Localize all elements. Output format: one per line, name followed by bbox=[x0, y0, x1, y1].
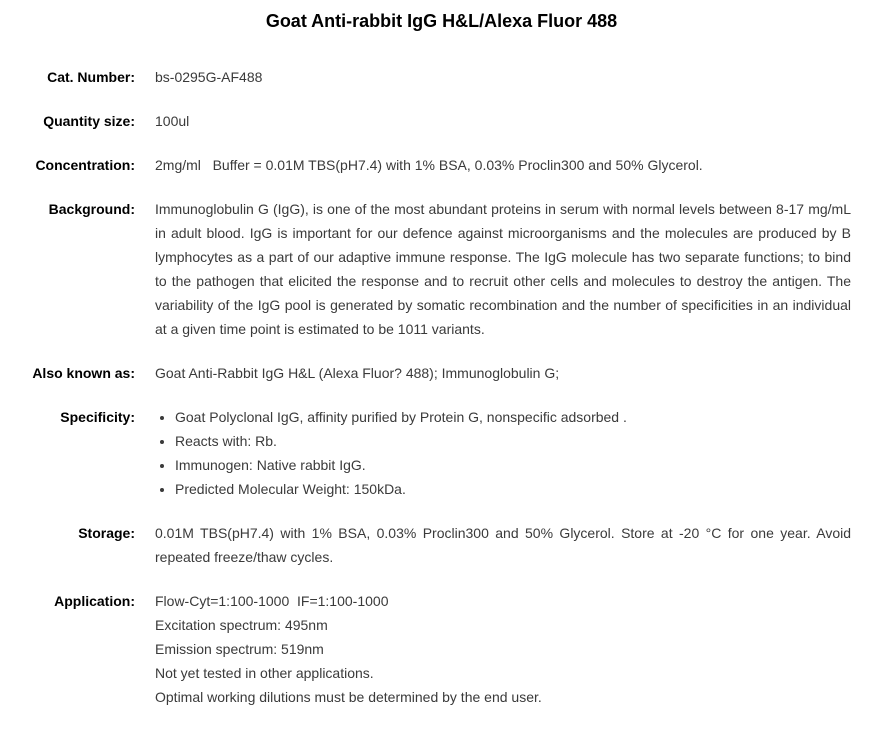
list-item: • Goat Polyclonal IgG, affinity purified by Protein G, nonspecific adsorbed . bbox=[175, 405, 851, 429]
list-item: • Immunogen: Native rabbit IgG. bbox=[175, 453, 851, 477]
application-line: Optimal working dilutions must be determined by the end user. bbox=[155, 689, 542, 705]
also-known-as-value: Goat Anti-Rabbit IgG H&L (Alexa Fluor? 488); Immunoglobulin G; bbox=[155, 365, 560, 381]
specificity-bullet-list bbox=[155, 405, 851, 501]
field-row-specificity bbox=[0, 405, 883, 501]
field-row-background bbox=[0, 197, 883, 341]
field-row-quantity-size bbox=[0, 109, 883, 133]
background-value: Immunoglobulin G (IgG), is one of the most abundant proteins in serum with normal levels between 8-17 mg/mL in adult blood. IgG is important for our defence against microorganisms and the molecules are produced by B lymphocytes as a part of our adaptive immune response. The IgG molecule has two separate functions; to bind to the pathogen that elicited the response and to recruit other cells and molecules to destroy the antigen. The variability of the IgG pool is generated by somatic recombination and the number of specificities in an individual at a given time point is estimated to be 1011 variants. bbox=[155, 201, 851, 337]
application-line: Excitation spectrum: 495nm bbox=[155, 617, 328, 633]
application-value bbox=[155, 589, 851, 709]
concentration-label: Concentration: bbox=[35, 157, 135, 173]
specificity-value bbox=[155, 405, 851, 501]
application-label: Application: bbox=[54, 593, 135, 609]
list-item: • Predicted Molecular Weight: 150kDa. bbox=[175, 477, 851, 501]
field-row-also-known-as bbox=[0, 361, 883, 385]
cat-number-value: bs-0295G-AF488 bbox=[155, 69, 263, 85]
background-label: Background: bbox=[48, 201, 135, 217]
application-line: Not yet tested in other applications. bbox=[155, 665, 374, 681]
field-row-concentration bbox=[0, 153, 883, 177]
specificity-label: Specificity: bbox=[60, 409, 135, 425]
also-known-as-label: Also known as: bbox=[32, 365, 135, 381]
field-rows bbox=[0, 65, 883, 709]
cat-number-label: Cat. Number: bbox=[47, 69, 135, 85]
quantity-size-value: 100ul bbox=[155, 113, 190, 129]
quantity-size-label: Quantity size: bbox=[43, 113, 135, 129]
application-line: Emission spectrum: 519nm bbox=[155, 641, 324, 657]
storage-value: 0.01M TBS(pH7.4) with 1% BSA, 0.03% Proclin300 and 50% Glycerol. Store at -20 °C for one year. Avoid repeated freeze/thaw cycles. bbox=[155, 525, 851, 565]
field-row-application bbox=[0, 589, 883, 709]
list-item: • Reacts with: Rb. bbox=[175, 429, 851, 453]
concentration-value: 2mg/ml Buffer = 0.01M TBS(pH7.4) with 1% BSA, 0.03% Proclin300 and 50% Glycerol. bbox=[155, 157, 703, 173]
field-row-cat-number bbox=[0, 65, 883, 89]
storage-label: Storage: bbox=[78, 525, 135, 541]
page-title: Goat Anti-rabbit IgG H&L/Alexa Fluor 488 bbox=[265, 11, 618, 31]
application-line: Flow-Cyt=1:100-1000 IF=1:100-1000 bbox=[155, 593, 389, 609]
field-row-storage bbox=[0, 521, 883, 569]
